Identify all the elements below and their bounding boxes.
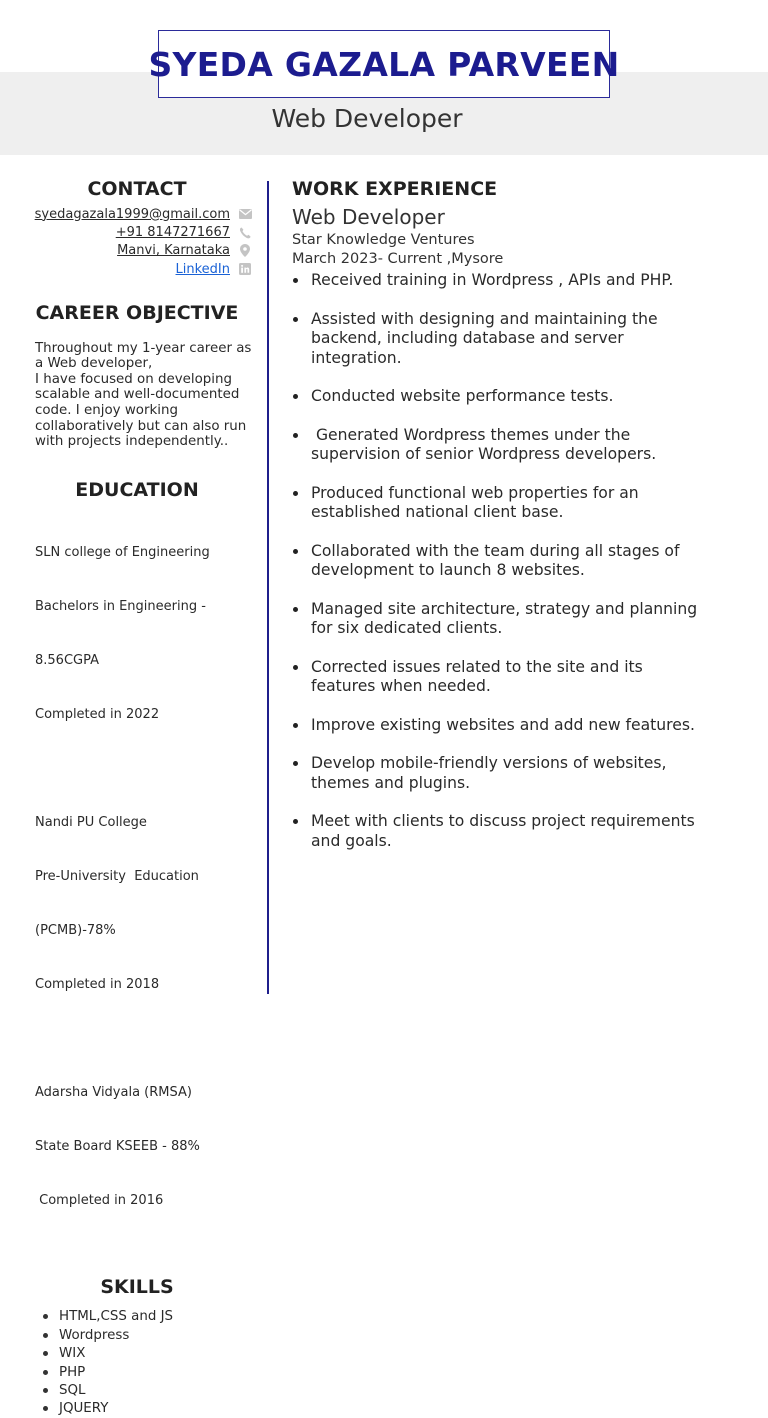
location-pin-icon xyxy=(238,244,252,258)
work-company: Star Knowledge Ventures xyxy=(292,232,475,248)
education-line: State Board KSEEB - 88% xyxy=(35,1138,200,1154)
work-bullet-text: Assisted with designing and maintaining the backend, including database and server integration. xyxy=(311,309,658,367)
work-bullet-text: Received training in Wordpress , APIs and PHP. xyxy=(311,271,674,289)
skill-label: HTML,CSS and JS xyxy=(59,1309,174,1325)
bullet-dot xyxy=(293,665,298,670)
objective-line: Throughout my 1-year career as xyxy=(35,340,252,356)
education-entry xyxy=(35,778,252,1030)
candidate-name: SYEDA GAZALA PARVEEN xyxy=(148,44,620,84)
work-bullet-text: Conducted website performance tests. xyxy=(311,387,614,405)
bullet-dot xyxy=(43,1388,48,1393)
bullet-dot xyxy=(43,1370,48,1375)
work-bullet xyxy=(292,542,712,581)
skill-item xyxy=(35,1381,252,1399)
phone-icon xyxy=(238,226,252,240)
work-bullet xyxy=(292,271,712,291)
bullet-dot xyxy=(293,819,298,824)
column-divider xyxy=(267,181,269,994)
objective-line: collaboratively but can also run xyxy=(35,418,247,434)
bullet-dot xyxy=(43,1351,48,1356)
right-column xyxy=(292,178,712,870)
education-line: Completed in 2022 xyxy=(35,706,160,722)
objective-line: with projects independently.. xyxy=(35,434,229,450)
skill-item xyxy=(35,1363,252,1381)
skill-label: Wordpress xyxy=(59,1327,130,1343)
bullet-dot xyxy=(43,1333,48,1338)
skill-label: PHP xyxy=(59,1364,86,1380)
education-entry xyxy=(35,508,252,760)
work-bullet-text: Improve existing websites and add new features. xyxy=(311,715,695,734)
linkedin-link[interactable]: LinkedIn xyxy=(175,261,230,277)
work-dates: March 2023- Current ,Mysore xyxy=(292,251,504,267)
skill-item xyxy=(35,1308,252,1326)
objective-line: scalable and well-documented xyxy=(35,387,240,403)
work-bullet-text: Collaborated with the team during all stages of development to launch 8 websites. xyxy=(311,541,680,579)
education-entry xyxy=(35,1048,252,1246)
bullet-dot xyxy=(293,278,298,283)
education-line: Completed in 2018 xyxy=(35,976,160,992)
skill-label: JQUERY xyxy=(59,1401,109,1417)
education-line: Adarsha Vidyala (RMSA) xyxy=(35,1084,192,1100)
skill-label: SQL xyxy=(59,1382,86,1398)
work-experience-heading: WORK EXPERIENCE xyxy=(292,178,498,200)
skill-item xyxy=(35,1400,252,1418)
education-line: Nandi PU College xyxy=(35,814,147,830)
contact-list xyxy=(22,205,252,279)
education-line: Pre-University Education xyxy=(35,868,199,884)
education-line: 8.56CGPA xyxy=(35,652,99,668)
bullet-dot xyxy=(293,723,298,728)
work-bullet-text: Corrected issues related to the site and its features when needed. xyxy=(311,657,643,695)
skills-heading: SKILLS xyxy=(100,1275,174,1298)
phone-link[interactable]: +91 8147271667 xyxy=(115,225,230,241)
bullet-dot xyxy=(293,317,298,322)
skill-item xyxy=(35,1345,252,1363)
email-link[interactable]: syedagazala1999@gmail.com xyxy=(34,206,230,222)
contact-heading: CONTACT xyxy=(87,178,187,200)
work-bullet xyxy=(292,484,712,523)
work-bullet xyxy=(292,387,712,407)
bullet-dot xyxy=(293,433,298,438)
name-box xyxy=(148,30,620,98)
education-list xyxy=(35,508,252,1246)
linkedin-icon xyxy=(238,262,252,276)
left-column xyxy=(22,178,252,1418)
skill-item xyxy=(35,1326,252,1344)
work-bullet xyxy=(292,600,712,639)
work-bullet xyxy=(292,658,712,697)
career-objective-text xyxy=(35,341,257,450)
bullet-dot xyxy=(293,491,298,496)
contact-phone-row xyxy=(22,223,252,241)
job-title: Web Developer xyxy=(271,104,463,133)
contact-linkedin-row xyxy=(22,260,252,278)
work-bullet xyxy=(292,426,712,465)
skills-list xyxy=(35,1308,252,1418)
work-bullet xyxy=(292,716,712,736)
career-objective-heading: CAREER OBJECTIVE xyxy=(35,301,239,324)
work-bullet-text: Generated Wordpress themes under the supervision of senior Wordpress developers. xyxy=(311,425,657,463)
work-role: Web Developer xyxy=(292,205,445,229)
work-bullet-text: Produced functional web properties for an established national client base. xyxy=(311,483,639,521)
education-line: Bachelors in Engineering - xyxy=(35,598,206,614)
bullet-dot xyxy=(293,394,298,399)
bullet-dot xyxy=(43,1406,48,1411)
contact-email-row xyxy=(22,205,252,223)
education-heading: EDUCATION xyxy=(75,478,199,501)
bullet-dot xyxy=(43,1314,48,1319)
work-bullet-text: Develop mobile-friendly versions of websites, themes and plugins. xyxy=(311,754,667,792)
objective-line: a Web developer, xyxy=(35,356,153,372)
contact-location-row xyxy=(22,242,252,260)
work-bullet xyxy=(292,310,712,369)
mail-icon xyxy=(238,207,252,221)
work-bullet xyxy=(292,812,712,851)
objective-line: code. I enjoy working xyxy=(35,402,178,418)
objective-line: I have focused on developing xyxy=(35,371,233,387)
education-line: SLN college of Engineering xyxy=(35,544,210,560)
bullet-dot xyxy=(293,761,298,766)
education-line: Completed in 2016 xyxy=(35,1192,164,1208)
bullet-dot xyxy=(293,607,298,612)
bullet-dot xyxy=(293,549,298,554)
skill-label: WIX xyxy=(59,1346,86,1362)
education-line: (PCMB)-78% xyxy=(35,922,116,938)
work-bullets xyxy=(292,271,712,851)
work-bullet xyxy=(292,754,712,793)
location-link[interactable]: Manvi, Karnataka xyxy=(117,243,230,259)
work-bullet-text: Meet with clients to discuss project requirements and goals. xyxy=(311,812,695,850)
work-bullet-text: Managed site architecture, strategy and planning for six dedicated clients. xyxy=(311,599,698,637)
